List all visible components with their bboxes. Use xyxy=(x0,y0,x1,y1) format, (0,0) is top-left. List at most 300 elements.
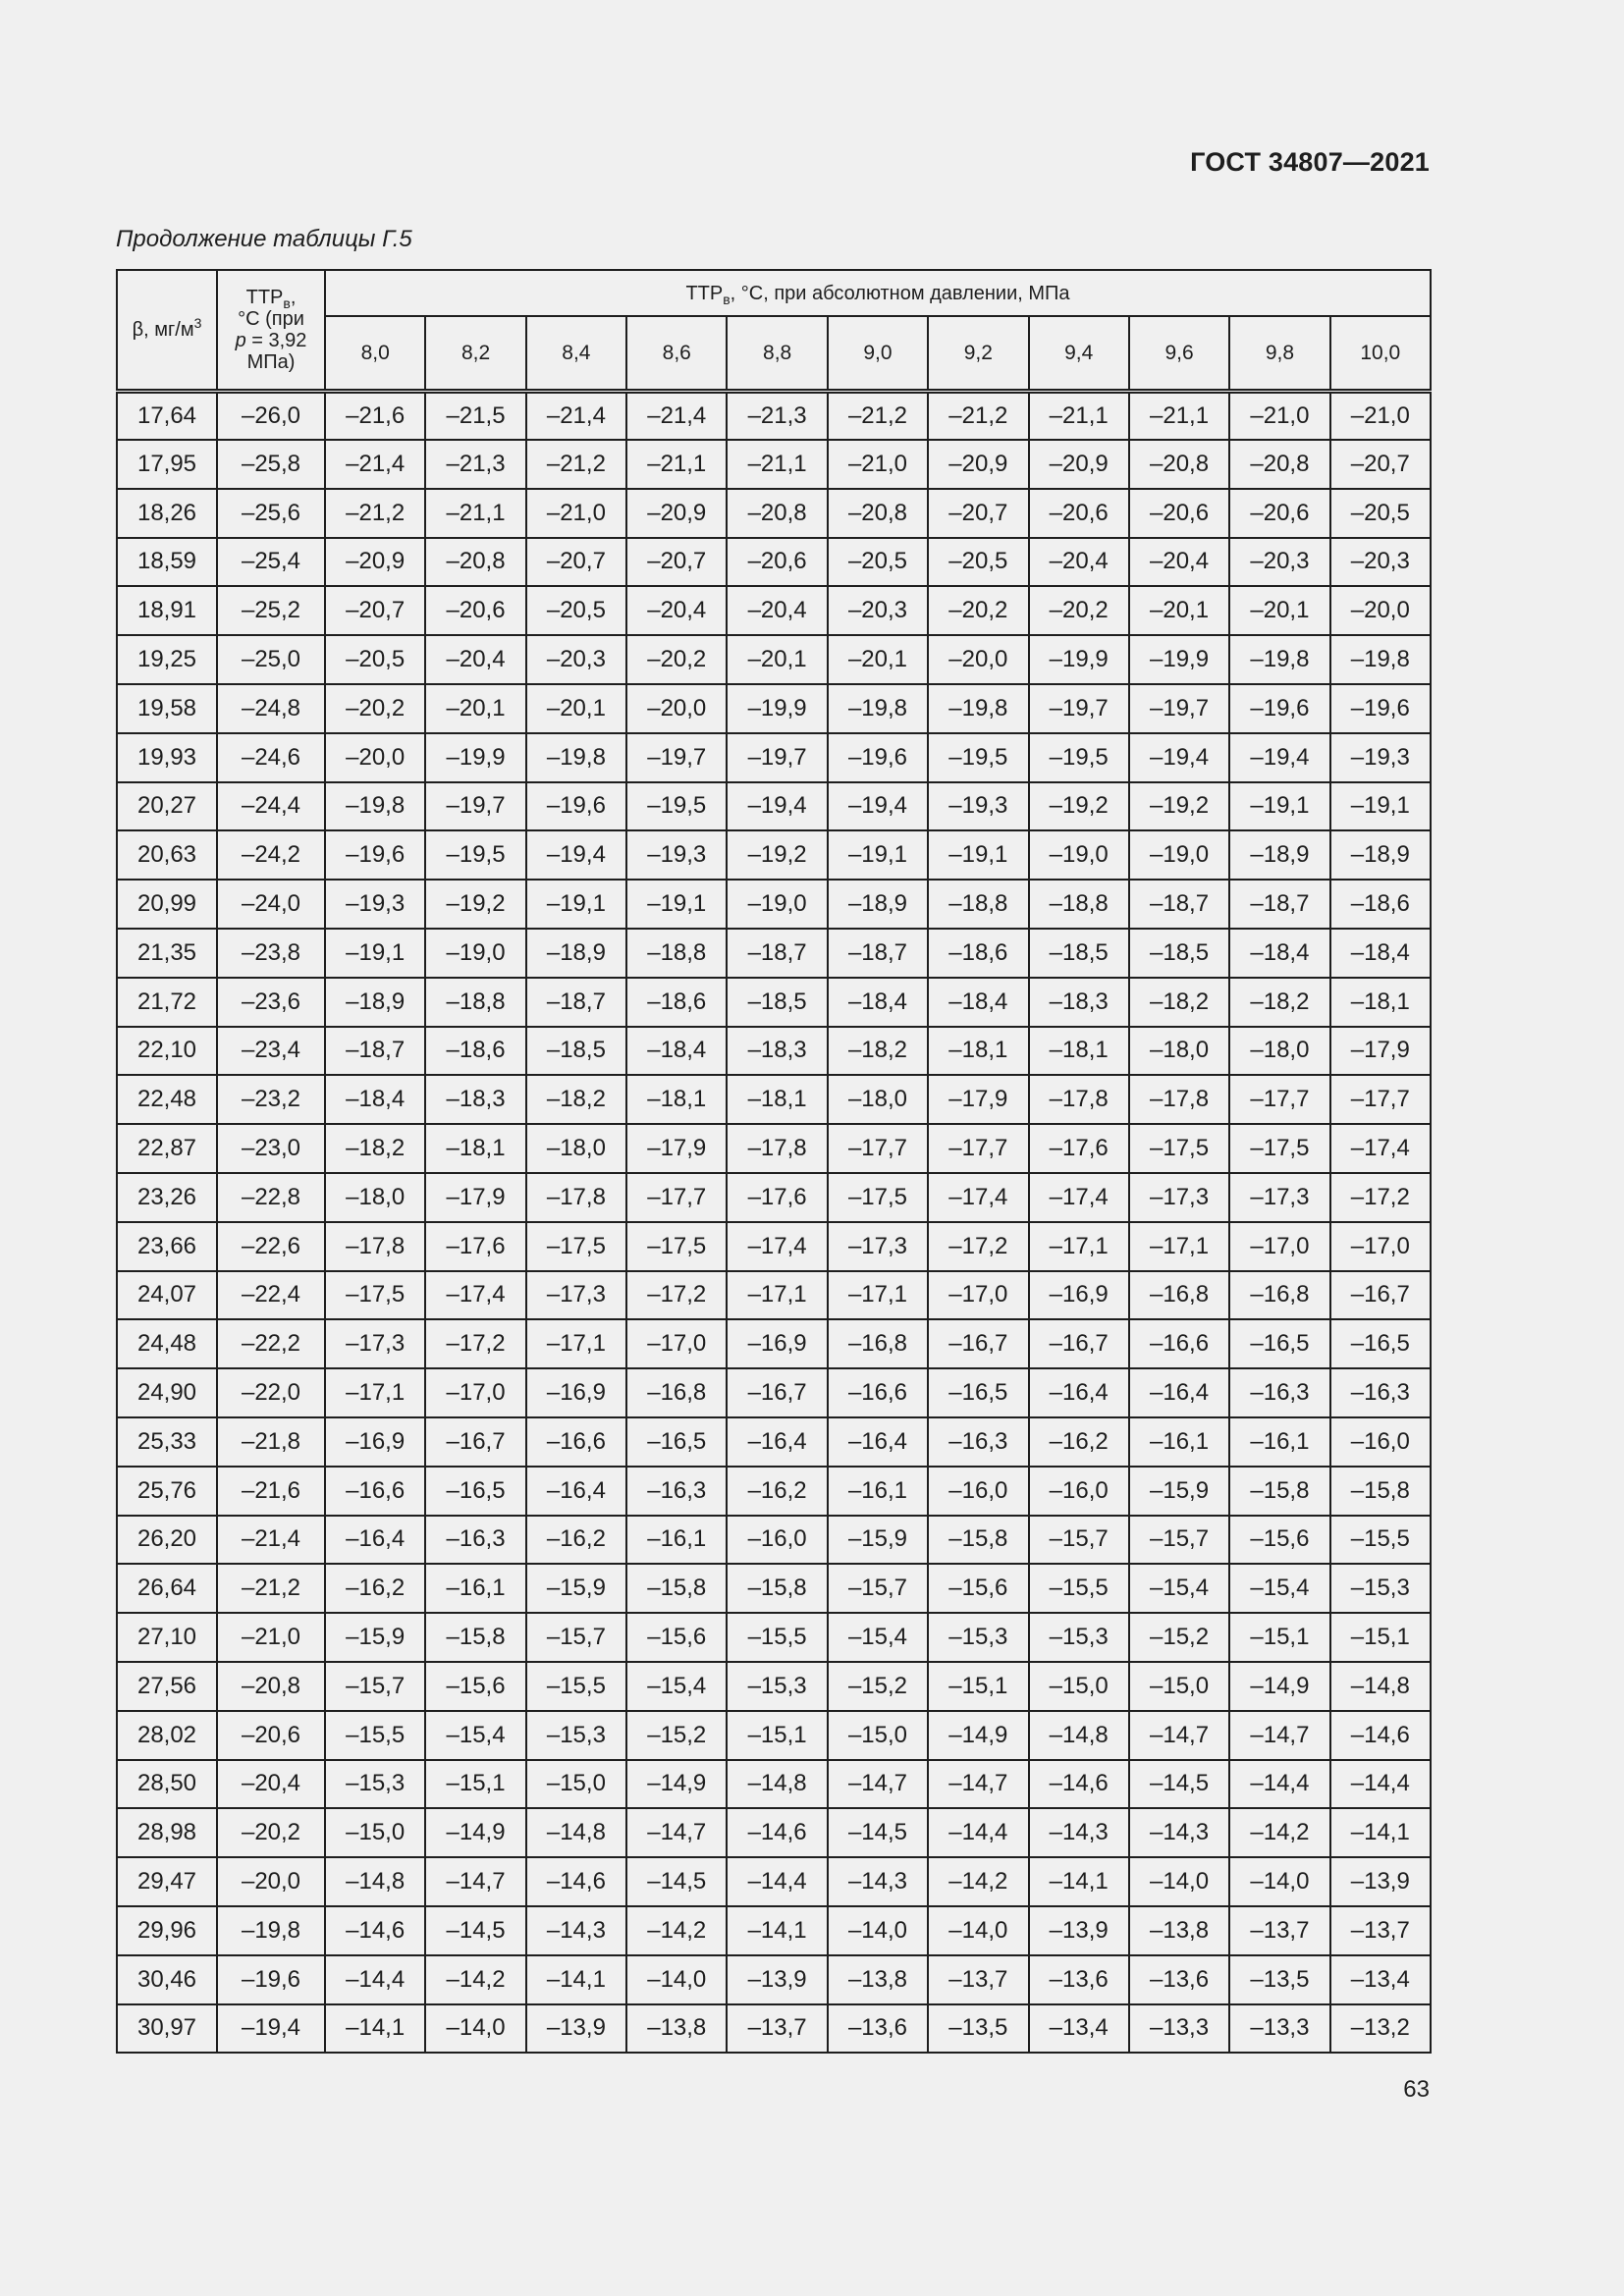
cell-ttr: –20,1 xyxy=(1229,586,1329,635)
cell-ttr: –21,2 xyxy=(828,392,928,441)
cell-ttr: –20,1 xyxy=(1129,586,1229,635)
cell-ttr: –21,1 xyxy=(1029,392,1129,441)
cell-beta: 17,95 xyxy=(117,440,217,489)
cell-ttr: –17,6 xyxy=(727,1173,827,1222)
cell-ttr: –17,8 xyxy=(526,1173,626,1222)
cell-ttr: –20,8 xyxy=(828,489,928,538)
cell-ttr: –20,4 xyxy=(727,586,827,635)
cell-ttr: –17,8 xyxy=(325,1222,425,1271)
cell-ttr: –20,8 xyxy=(727,489,827,538)
cell-ttr: –20,6 xyxy=(425,586,525,635)
cell-ttr: –16,4 xyxy=(828,1417,928,1467)
cell-ttr: –15,4 xyxy=(425,1711,525,1760)
cell-ttr: –21,0 xyxy=(526,489,626,538)
cell-ttr: –14,8 xyxy=(1029,1711,1129,1760)
cell-ttr: –19,8 xyxy=(325,782,425,831)
cell-beta: 24,48 xyxy=(117,1319,217,1368)
cell-ttr: –18,4 xyxy=(1229,929,1329,978)
cell-ttr: –20,9 xyxy=(325,538,425,587)
cell-ttr: –14,3 xyxy=(1129,1808,1229,1857)
cell-ttr: –14,9 xyxy=(1229,1662,1329,1711)
header-pressure: 9,0 xyxy=(828,316,928,392)
cell-ttr: –18,9 xyxy=(1330,830,1431,880)
cell-ttr: –17,4 xyxy=(928,1173,1028,1222)
cell-ttr: –14,7 xyxy=(1229,1711,1329,1760)
cell-ttr: –19,7 xyxy=(1029,684,1129,733)
table-row xyxy=(117,1027,1431,1076)
header-ttr-at-392: $ТТР_в$, °С (при p = 3,92 МПа) xyxy=(217,270,325,392)
cell-ttr-base: –24,6 xyxy=(217,733,325,782)
cell-ttr: –18,9 xyxy=(526,929,626,978)
cell-ttr: –13,7 xyxy=(727,2004,827,2054)
cell-ttr: –19,5 xyxy=(1029,733,1129,782)
cell-ttr: –17,4 xyxy=(1330,1124,1431,1173)
cell-ttr: –20,3 xyxy=(526,635,626,684)
cell-ttr: –19,2 xyxy=(727,830,827,880)
cell-ttr: –18,4 xyxy=(1330,929,1431,978)
cell-ttr: –14,9 xyxy=(626,1760,727,1809)
cell-ttr: –14,5 xyxy=(626,1857,727,1906)
cell-ttr: –15,7 xyxy=(325,1662,425,1711)
cell-ttr-base: –21,4 xyxy=(217,1516,325,1565)
cell-ttr: –15,2 xyxy=(828,1662,928,1711)
cell-ttr: –16,5 xyxy=(626,1417,727,1467)
cell-beta: 19,93 xyxy=(117,733,217,782)
cell-ttr: –18,0 xyxy=(526,1124,626,1173)
cell-ttr: –13,8 xyxy=(626,2004,727,2054)
cell-ttr: –14,7 xyxy=(828,1760,928,1809)
cell-ttr: –20,4 xyxy=(1129,538,1229,587)
cell-ttr: –20,4 xyxy=(626,586,727,635)
cell-beta: 18,59 xyxy=(117,538,217,587)
cell-ttr: –19,1 xyxy=(626,880,727,929)
data-table xyxy=(116,269,1432,2054)
cell-ttr-base: –25,6 xyxy=(217,489,325,538)
cell-ttr: –20,1 xyxy=(828,635,928,684)
table-row xyxy=(117,929,1431,978)
cell-ttr: –15,8 xyxy=(626,1564,727,1613)
cell-ttr: –13,8 xyxy=(1129,1906,1229,1955)
cell-ttr: –17,3 xyxy=(325,1319,425,1368)
cell-ttr-base: –26,0 xyxy=(217,392,325,441)
cell-ttr: –15,1 xyxy=(425,1760,525,1809)
cell-ttr: –19,1 xyxy=(325,929,425,978)
cell-beta: 29,47 xyxy=(117,1857,217,1906)
cell-beta: 20,27 xyxy=(117,782,217,831)
cell-ttr-base: –22,8 xyxy=(217,1173,325,1222)
cell-ttr: –15,2 xyxy=(626,1711,727,1760)
cell-ttr: –19,3 xyxy=(626,830,727,880)
cell-ttr: –15,0 xyxy=(325,1808,425,1857)
cell-beta: 22,10 xyxy=(117,1027,217,1076)
cell-ttr: –14,4 xyxy=(325,1955,425,2004)
cell-ttr: –19,5 xyxy=(928,733,1028,782)
cell-ttr: –19,6 xyxy=(526,782,626,831)
cell-ttr: –17,9 xyxy=(425,1173,525,1222)
cell-ttr: –17,5 xyxy=(526,1222,626,1271)
cell-ttr: –18,8 xyxy=(1029,880,1129,929)
cell-ttr: –19,0 xyxy=(727,880,827,929)
cell-ttr: –18,6 xyxy=(1330,880,1431,929)
cell-beta: 30,97 xyxy=(117,2004,217,2054)
cell-ttr: –18,2 xyxy=(1129,978,1229,1027)
cell-ttr: –14,0 xyxy=(626,1955,727,2004)
cell-ttr: –15,0 xyxy=(1129,1662,1229,1711)
cell-ttr-base: –19,6 xyxy=(217,1955,325,2004)
cell-ttr: –17,1 xyxy=(828,1271,928,1320)
cell-ttr: –20,7 xyxy=(626,538,727,587)
cell-ttr: –16,4 xyxy=(1029,1368,1129,1417)
cell-ttr: –18,3 xyxy=(727,1027,827,1076)
cell-ttr-base: –22,6 xyxy=(217,1222,325,1271)
table-row xyxy=(117,978,1431,1027)
cell-ttr-base: –23,8 xyxy=(217,929,325,978)
cell-ttr: –17,0 xyxy=(1229,1222,1329,1271)
cell-ttr-base: –19,4 xyxy=(217,2004,325,2054)
table-row xyxy=(117,538,1431,587)
cell-ttr: –14,8 xyxy=(1330,1662,1431,1711)
cell-ttr: –17,9 xyxy=(626,1124,727,1173)
cell-ttr: –15,4 xyxy=(1229,1564,1329,1613)
cell-ttr: –15,5 xyxy=(727,1613,827,1662)
cell-ttr: –18,2 xyxy=(325,1124,425,1173)
cell-ttr: –15,3 xyxy=(526,1711,626,1760)
cell-ttr: –18,1 xyxy=(727,1075,827,1124)
cell-ttr: –17,4 xyxy=(425,1271,525,1320)
cell-ttr: –14,9 xyxy=(928,1711,1028,1760)
cell-ttr: –16,5 xyxy=(1229,1319,1329,1368)
cell-ttr: –21,2 xyxy=(325,489,425,538)
cell-ttr: –20,6 xyxy=(1229,489,1329,538)
cell-ttr: –14,0 xyxy=(1129,1857,1229,1906)
cell-ttr: –19,7 xyxy=(1129,684,1229,733)
cell-ttr: –20,6 xyxy=(1029,489,1129,538)
cell-ttr: –17,5 xyxy=(325,1271,425,1320)
cell-ttr: –18,7 xyxy=(526,978,626,1027)
table-row xyxy=(117,635,1431,684)
cell-ttr: –13,9 xyxy=(727,1955,827,2004)
cell-ttr: –13,6 xyxy=(1129,1955,1229,2004)
cell-ttr: –18,7 xyxy=(325,1027,425,1076)
cell-ttr: –17,7 xyxy=(828,1124,928,1173)
cell-ttr: –20,3 xyxy=(828,586,928,635)
cell-ttr: –14,4 xyxy=(1330,1760,1431,1809)
header-pressure: 9,4 xyxy=(1029,316,1129,392)
cell-beta: 26,20 xyxy=(117,1516,217,1565)
cell-ttr: –14,7 xyxy=(425,1857,525,1906)
cell-ttr: –21,2 xyxy=(928,392,1028,441)
cell-ttr: –17,6 xyxy=(425,1222,525,1271)
cell-ttr: –19,4 xyxy=(828,782,928,831)
cell-ttr: –14,8 xyxy=(325,1857,425,1906)
table-row xyxy=(117,1711,1431,1760)
cell-ttr: –15,3 xyxy=(928,1613,1028,1662)
cell-ttr: –14,3 xyxy=(526,1906,626,1955)
cell-ttr: –14,6 xyxy=(1330,1711,1431,1760)
cell-beta: 28,98 xyxy=(117,1808,217,1857)
table-row xyxy=(117,489,1431,538)
cell-ttr: –16,9 xyxy=(727,1319,827,1368)
cell-ttr: –14,9 xyxy=(425,1808,525,1857)
cell-ttr: –15,3 xyxy=(325,1760,425,1809)
cell-beta: 27,56 xyxy=(117,1662,217,1711)
cell-ttr: –13,3 xyxy=(1129,2004,1229,2054)
cell-ttr: –20,8 xyxy=(1229,440,1329,489)
cell-ttr: –18,0 xyxy=(1129,1027,1229,1076)
cell-ttr-base: –23,6 xyxy=(217,978,325,1027)
cell-ttr: –19,1 xyxy=(526,880,626,929)
cell-ttr: –17,1 xyxy=(526,1319,626,1368)
cell-ttr: –20,5 xyxy=(526,586,626,635)
cell-ttr: –19,2 xyxy=(1129,782,1229,831)
cell-ttr: –13,6 xyxy=(1029,1955,1129,2004)
cell-ttr-base: –20,2 xyxy=(217,1808,325,1857)
cell-ttr: –20,2 xyxy=(1029,586,1129,635)
cell-ttr: –18,6 xyxy=(425,1027,525,1076)
table-row xyxy=(117,1760,1431,1809)
cell-ttr: –20,8 xyxy=(425,538,525,587)
cell-beta: 23,26 xyxy=(117,1173,217,1222)
cell-ttr: –17,4 xyxy=(727,1222,827,1271)
cell-ttr-base: –24,8 xyxy=(217,684,325,733)
header-pressure: 9,2 xyxy=(928,316,1028,392)
cell-ttr: –15,9 xyxy=(526,1564,626,1613)
cell-ttr: –18,5 xyxy=(526,1027,626,1076)
cell-ttr-base: –23,0 xyxy=(217,1124,325,1173)
header-pressure: 10,0 xyxy=(1330,316,1431,392)
cell-ttr: –14,7 xyxy=(626,1808,727,1857)
cell-ttr: –19,1 xyxy=(1229,782,1329,831)
cell-ttr: –18,9 xyxy=(325,978,425,1027)
cell-ttr: –18,2 xyxy=(526,1075,626,1124)
cell-ttr: –13,5 xyxy=(1229,1955,1329,2004)
header-pressure: 8,4 xyxy=(526,316,626,392)
cell-beta: 18,26 xyxy=(117,489,217,538)
cell-ttr: –18,8 xyxy=(928,880,1028,929)
table-row xyxy=(117,1906,1431,1955)
cell-beta: 25,33 xyxy=(117,1417,217,1467)
cell-ttr: –19,0 xyxy=(425,929,525,978)
cell-ttr: –15,9 xyxy=(325,1613,425,1662)
cell-ttr: –15,1 xyxy=(928,1662,1028,1711)
table-row xyxy=(117,1516,1431,1565)
cell-ttr: –15,4 xyxy=(828,1613,928,1662)
cell-ttr: –17,7 xyxy=(626,1173,727,1222)
cell-ttr: –19,7 xyxy=(425,782,525,831)
cell-ttr: –15,4 xyxy=(626,1662,727,1711)
cell-ttr: –15,5 xyxy=(1029,1564,1129,1613)
cell-ttr-base: –21,0 xyxy=(217,1613,325,1662)
cell-ttr: –16,8 xyxy=(1229,1271,1329,1320)
cell-beta: 27,10 xyxy=(117,1613,217,1662)
cell-ttr-base: –23,4 xyxy=(217,1027,325,1076)
cell-beta: 25,76 xyxy=(117,1467,217,1516)
cell-ttr: –18,2 xyxy=(1229,978,1329,1027)
cell-ttr: –17,1 xyxy=(727,1271,827,1320)
cell-ttr: –20,5 xyxy=(1330,489,1431,538)
cell-ttr: –19,5 xyxy=(626,782,727,831)
cell-ttr: –16,6 xyxy=(828,1368,928,1417)
cell-ttr: –13,9 xyxy=(526,2004,626,2054)
table-row xyxy=(117,782,1431,831)
cell-ttr: –15,3 xyxy=(1029,1613,1129,1662)
cell-ttr: –19,9 xyxy=(425,733,525,782)
cell-ttr: –16,7 xyxy=(727,1368,827,1417)
cell-ttr: –16,6 xyxy=(325,1467,425,1516)
cell-beta: 29,96 xyxy=(117,1906,217,1955)
cell-ttr: –15,0 xyxy=(828,1711,928,1760)
cell-ttr: –21,5 xyxy=(425,392,525,441)
cell-ttr: –15,3 xyxy=(1330,1564,1431,1613)
table-row xyxy=(117,1613,1431,1662)
table-row xyxy=(117,1467,1431,1516)
cell-ttr: –16,7 xyxy=(425,1417,525,1467)
cell-ttr: –16,1 xyxy=(1229,1417,1329,1467)
cell-ttr: –15,9 xyxy=(1129,1467,1229,1516)
cell-ttr: –20,1 xyxy=(526,684,626,733)
cell-ttr: –17,0 xyxy=(425,1368,525,1417)
cell-ttr: –17,1 xyxy=(325,1368,425,1417)
cell-ttr: –19,7 xyxy=(626,733,727,782)
table-row xyxy=(117,1564,1431,1613)
cell-ttr: –15,2 xyxy=(1129,1613,1229,1662)
cell-beta: 21,35 xyxy=(117,929,217,978)
cell-beta: 23,66 xyxy=(117,1222,217,1271)
cell-ttr: –20,5 xyxy=(325,635,425,684)
cell-ttr: –21,2 xyxy=(526,440,626,489)
cell-ttr: –18,1 xyxy=(425,1124,525,1173)
cell-ttr: –20,2 xyxy=(928,586,1028,635)
table-row xyxy=(117,2004,1431,2054)
cell-ttr: –13,4 xyxy=(1029,2004,1129,2054)
table-row xyxy=(117,733,1431,782)
cell-ttr: –14,3 xyxy=(1029,1808,1129,1857)
header-pressure-group: $ТТР_в$, °С, при абсолютном давлении, МПа xyxy=(325,270,1431,316)
header-pressure: 9,6 xyxy=(1129,316,1229,392)
cell-ttr: –19,6 xyxy=(1330,684,1431,733)
cell-ttr: –17,6 xyxy=(1029,1124,1129,1173)
table-row xyxy=(117,1271,1431,1320)
cell-ttr: –19,9 xyxy=(727,684,827,733)
cell-ttr: –20,2 xyxy=(325,684,425,733)
cell-ttr: –16,8 xyxy=(828,1319,928,1368)
cell-ttr: –14,5 xyxy=(1129,1760,1229,1809)
cell-ttr: –16,5 xyxy=(928,1368,1028,1417)
cell-ttr: –19,6 xyxy=(1229,684,1329,733)
cell-ttr: –18,7 xyxy=(1129,880,1229,929)
cell-ttr: –14,8 xyxy=(526,1808,626,1857)
cell-ttr: –14,3 xyxy=(828,1857,928,1906)
cell-ttr: –16,8 xyxy=(626,1368,727,1417)
cell-ttr: –13,5 xyxy=(928,2004,1028,2054)
cell-ttr: –17,2 xyxy=(425,1319,525,1368)
table-row xyxy=(117,392,1431,441)
cell-ttr: –21,1 xyxy=(425,489,525,538)
cell-ttr-base: –20,4 xyxy=(217,1760,325,1809)
cell-ttr: –18,4 xyxy=(828,978,928,1027)
cell-ttr: –18,3 xyxy=(425,1075,525,1124)
cell-ttr: –16,7 xyxy=(928,1319,1028,1368)
cell-ttr: –20,7 xyxy=(325,586,425,635)
cell-ttr: –18,6 xyxy=(928,929,1028,978)
cell-ttr: –19,3 xyxy=(325,880,425,929)
cell-ttr-base: –22,2 xyxy=(217,1319,325,1368)
cell-beta: 28,50 xyxy=(117,1760,217,1809)
cell-beta: 19,25 xyxy=(117,635,217,684)
cell-ttr: –14,2 xyxy=(425,1955,525,2004)
cell-ttr: –18,4 xyxy=(928,978,1028,1027)
cell-ttr: –13,8 xyxy=(828,1955,928,2004)
cell-ttr-base: –19,8 xyxy=(217,1906,325,1955)
cell-ttr: –16,5 xyxy=(425,1467,525,1516)
header-pressure: 8,2 xyxy=(425,316,525,392)
cell-ttr: –21,4 xyxy=(526,392,626,441)
cell-beta: 19,58 xyxy=(117,684,217,733)
cell-ttr: –21,1 xyxy=(1129,392,1229,441)
cell-ttr: –16,3 xyxy=(1229,1368,1329,1417)
cell-ttr-base: –25,8 xyxy=(217,440,325,489)
cell-ttr: –17,7 xyxy=(928,1124,1028,1173)
table-row xyxy=(117,1955,1431,2004)
cell-ttr: –16,0 xyxy=(928,1467,1028,1516)
cell-ttr: –15,3 xyxy=(727,1662,827,1711)
page-number: 63 xyxy=(1403,2076,1430,2103)
table-caption: Продолжение таблицы Г.5 xyxy=(116,226,412,252)
cell-ttr: –16,1 xyxy=(828,1467,928,1516)
cell-ttr: –14,1 xyxy=(325,2004,425,2054)
cell-ttr: –20,2 xyxy=(626,635,727,684)
cell-ttr: –15,8 xyxy=(425,1613,525,1662)
cell-ttr: –19,8 xyxy=(828,684,928,733)
cell-ttr: –17,5 xyxy=(1129,1124,1229,1173)
cell-ttr: –18,5 xyxy=(1129,929,1229,978)
cell-ttr: –16,9 xyxy=(526,1368,626,1417)
cell-ttr: –14,4 xyxy=(1229,1760,1329,1809)
cell-beta: 22,87 xyxy=(117,1124,217,1173)
cell-ttr: –17,8 xyxy=(727,1124,827,1173)
table-row xyxy=(117,1857,1431,1906)
header-pressure: 9,8 xyxy=(1229,316,1329,392)
cell-ttr: –21,6 xyxy=(325,392,425,441)
cell-ttr-base: –20,6 xyxy=(217,1711,325,1760)
cell-ttr: –20,9 xyxy=(1029,440,1129,489)
cell-ttr: –18,1 xyxy=(1029,1027,1129,1076)
cell-ttr: –16,0 xyxy=(1029,1467,1129,1516)
cell-beta: 26,64 xyxy=(117,1564,217,1613)
cell-ttr: –13,2 xyxy=(1330,2004,1431,2054)
cell-ttr: –14,5 xyxy=(828,1808,928,1857)
cell-ttr: –21,0 xyxy=(828,440,928,489)
cell-ttr: –14,2 xyxy=(1229,1808,1329,1857)
cell-ttr: –18,0 xyxy=(325,1173,425,1222)
table-row xyxy=(117,1417,1431,1467)
cell-ttr: –15,7 xyxy=(1029,1516,1129,1565)
cell-ttr: –20,9 xyxy=(928,440,1028,489)
cell-ttr: –19,9 xyxy=(1129,635,1229,684)
cell-ttr: –14,0 xyxy=(425,2004,525,2054)
cell-ttr: –18,9 xyxy=(828,880,928,929)
cell-ttr: –19,1 xyxy=(928,830,1028,880)
cell-ttr: –18,8 xyxy=(626,929,727,978)
table-row xyxy=(117,1075,1431,1124)
cell-ttr: –17,3 xyxy=(1129,1173,1229,1222)
table-row xyxy=(117,586,1431,635)
cell-ttr: –20,3 xyxy=(1229,538,1329,587)
cell-ttr: –19,3 xyxy=(928,782,1028,831)
cell-ttr: –16,6 xyxy=(526,1417,626,1467)
cell-ttr: –15,5 xyxy=(526,1662,626,1711)
cell-ttr: –16,3 xyxy=(425,1516,525,1565)
